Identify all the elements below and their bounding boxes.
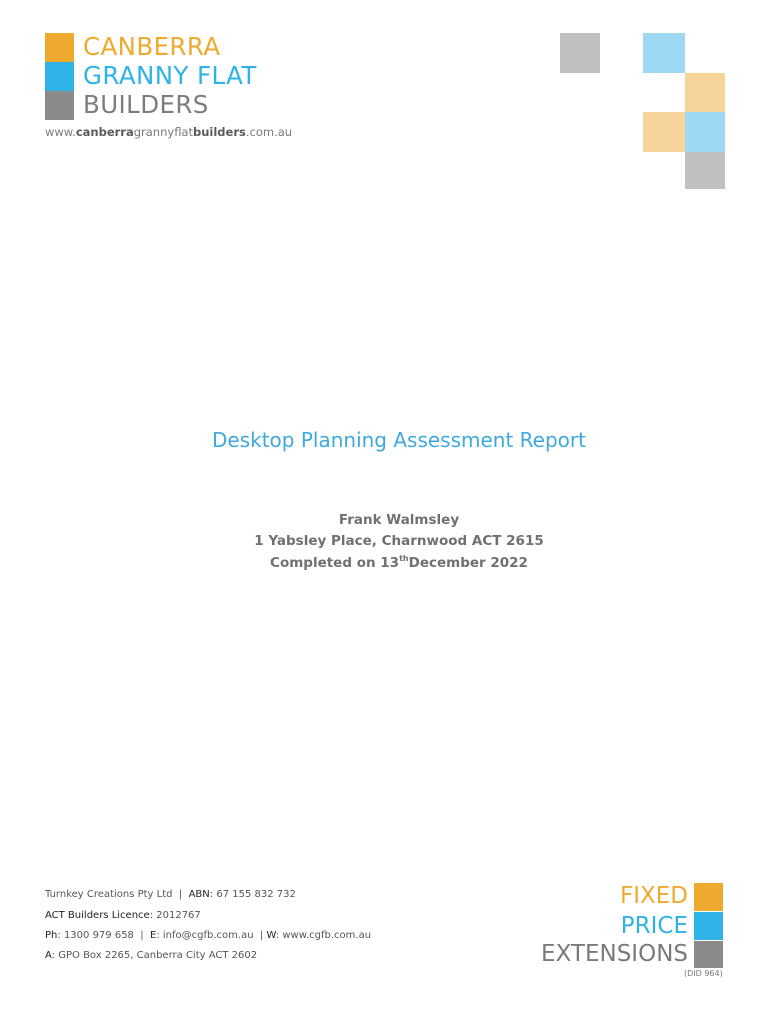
did-number: (DID 964) — [684, 969, 723, 978]
fixed-price-square-grey — [694, 941, 723, 968]
report-title: Desktop Planning Assessment Report — [212, 428, 586, 452]
logo-text-canberra: CANBERRA — [83, 32, 221, 61]
logo-text-granny-flat: GRANNY FLAT — [83, 61, 257, 90]
decor-square-blue-2 — [685, 112, 725, 152]
client-name: Frank Walmsley — [338, 512, 460, 528]
fixed-price-logo-fixed: FIXED — [619, 883, 688, 909]
decor-square-orange-1 — [685, 73, 725, 112]
company-website: www.canberragrannyflatbuilders.com.au — [45, 125, 293, 139]
completion-date: Completed on 13thDecember 2022 — [270, 554, 528, 571]
footer-address-line: A: GPO Box 2265, Canberra City ACT 2602 — [45, 950, 258, 961]
fixed-price-square-blue — [694, 912, 723, 940]
decor-square-orange-2 — [643, 112, 685, 152]
logo-square-blue — [45, 62, 74, 91]
footer-licence-line: ACT Builders Licence: 2012767 — [45, 910, 201, 921]
fixed-price-square-orange — [694, 883, 723, 911]
property-address: 1 Yabsley Place, Charnwood ACT 2615 — [254, 533, 544, 549]
fixed-price-logo-extensions: EXTENSIONS — [541, 941, 688, 967]
logo-square-grey — [45, 91, 74, 120]
logo-square-orange — [45, 33, 74, 62]
decor-square-blue-1 — [643, 33, 685, 73]
footer-contact-line: Ph: 1300 979 658 | E: info@cgfb.com.au | W: www.cgfb.com.au — [45, 930, 372, 941]
fixed-price-logo-price: PRICE — [620, 913, 688, 939]
footer-company-line: Turnkey Creations Pty Ltd | ABN: 67 155 832 732 — [45, 889, 296, 900]
logo-text-builders: BUILDERS — [83, 90, 209, 119]
decor-square-grey-2 — [685, 152, 725, 189]
decor-square-grey-1 — [560, 33, 600, 73]
